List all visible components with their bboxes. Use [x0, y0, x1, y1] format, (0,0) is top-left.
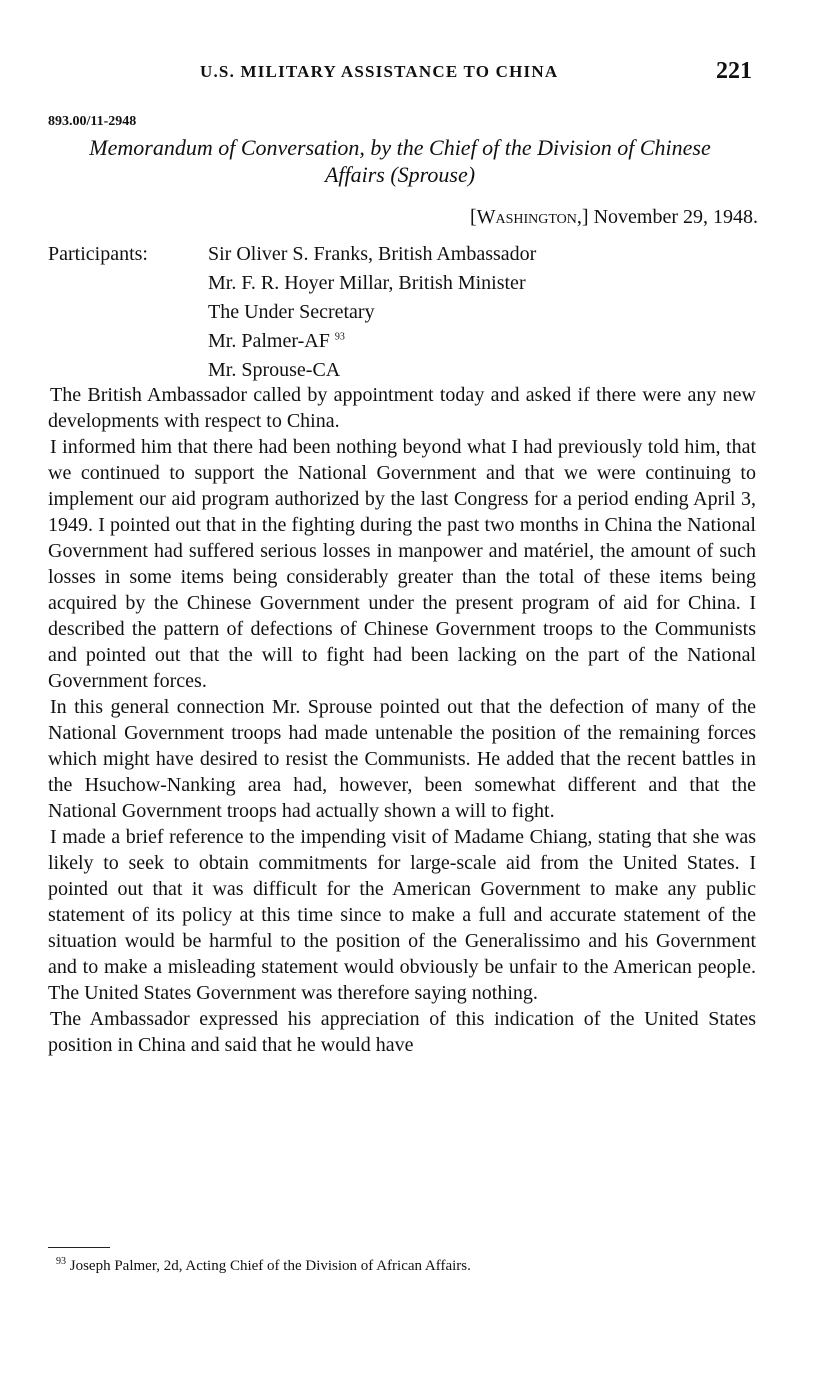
paragraph: I made a brief reference to the impending visit of Madame Chiang, stating that she was likely to seek to obtain commitments for large-scale aid from the United States. I pointed out that it was difficult for the American Government to make any public statement of its policy at this time since to make a full and accurate statement of the situation would be harmful to the position of the Generalissimo and his Government and to make a misleading statement would obviously be unfair to the American people. The United States Government was therefore saying nothing. [48, 826, 756, 1004]
participant-item: Sir Oliver S. Franks, British Ambassador [208, 243, 537, 265]
page-number: 221 [716, 58, 752, 84]
participant-item-with-note [208, 327, 536, 356]
paragraph: The Ambassador expressed his appreciation of this indication of the United States position in China and said that he would have [48, 1008, 756, 1056]
dateline-place: Washington, [476, 206, 582, 228]
document-title [40, 134, 760, 188]
participant-item: Mr. Sprouse-CA [208, 359, 341, 381]
participant-item: The Under Secretary [208, 301, 375, 323]
memorandum-body [48, 382, 756, 1058]
paragraph: The British Ambassador called by appointment today and asked if there were any new developments with respect to China. [48, 384, 756, 432]
paragraph: In this general connection Mr. Sprouse pointed out that the defection of many of the National Government troops had made untenable the position of the remaining forces which might have desired to resist the Communists. He added that the recent battles in the Hsuchow-Nanking area had, however, been somewhat different and that the National Government troops had actually shown a will to fight. [48, 696, 756, 822]
footnote [56, 1258, 471, 1275]
running-head: U.S. MILITARY ASSISTANCE TO CHINA [200, 62, 559, 81]
footnote-divider [48, 1247, 110, 1248]
participant-item: Mr. Palmer-AF [208, 330, 330, 352]
dateline: [Washington,] November 29, 1948. [469, 206, 758, 228]
paragraph: I informed him that there had been nothing beyond what I had previously told him, that we continued to support the National Government and that we were continuing to implement our aid program authorized by the last Congress for a period ending April 3, 1949. I pointed out that in the fighting during the past two months in China the National Government had suffered serious losses in manpower and matériel, the amount of such losses in some items being considerably greater than the total of these items being acquired by the Chinese Government under the present program of aid for China. I described the pattern of defections of Chinese Government troops to the Communists and pointed out that the will to fight had been lacking on the part of the National Government forces. [48, 436, 756, 692]
participants-list [208, 240, 536, 385]
title-line-2: Affairs (Sprouse) [324, 162, 476, 187]
file-number: 893.00/11-2948 [48, 114, 137, 129]
title-line-1: Memorandum of Conversation, by the Chief of the Division of Chinese [89, 135, 711, 160]
footnote-number: 93 [56, 1256, 66, 1267]
footnote-reference: 93 [334, 331, 345, 343]
dateline-date: November 29, 1948. [593, 206, 758, 228]
participant-item: Mr. F. R. Hoyer Millar, British Minister [208, 272, 526, 294]
footnote-text: Joseph Palmer, 2d, Acting Chief of the Division of African Affairs. [69, 1258, 471, 1274]
participants-label: Participants: [48, 243, 148, 265]
